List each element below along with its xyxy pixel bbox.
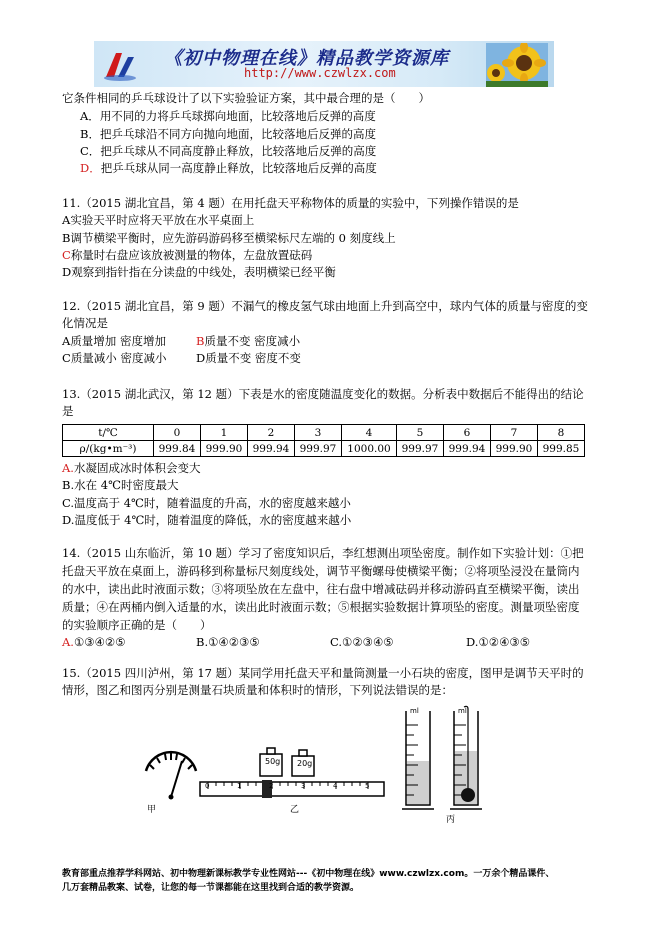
table-cell: 999.97 bbox=[397, 441, 444, 457]
prev-question-stem: 它条件相同的乒乓球设计了以下实验验证方案，其中最合理的是（ ） bbox=[62, 91, 430, 105]
weights-and-rider-scale-figure bbox=[198, 740, 388, 804]
q15-stem-line1: 15.（2015 四川泸州，第 17 题）某同学用托盘天平和量筒测量一小石块的密度，图甲是调节天平时的 bbox=[62, 666, 584, 680]
scale-tick-1: 1 bbox=[237, 782, 242, 790]
q14-stem-line1: 14.（2015 山东临沂，第 10 题）学习了密度知识后，李红想测出项坠密度。制作如下实验计划：①把 bbox=[62, 546, 584, 560]
q12-stem-line1: 12.（2015 湖北宜昌，第 9 题）不漏气的橡皮氢气球由地面上升到高空中，球内气体的质量与密度的变 bbox=[62, 299, 588, 313]
table-cell: 4 bbox=[342, 425, 397, 441]
figure-label-a: 甲 bbox=[147, 805, 157, 815]
q12-stem-line2: 化情况是 bbox=[62, 316, 108, 330]
graduated-cylinders-figure bbox=[398, 705, 498, 817]
q12-option-a: A质量增加 密度增加 bbox=[62, 334, 166, 348]
weight-label-50g: 50g bbox=[265, 757, 281, 766]
table-cell: 1 bbox=[201, 425, 248, 441]
q14-stem-line4: 质量；④在两桶内倒入适量的水，读出此时液面示数；⑤根据实验数据计算项坠的密度。测量项坠密度 bbox=[62, 600, 580, 614]
q14-stem-line5: 的实验顺序正确的是（ ） bbox=[62, 618, 212, 632]
footer-line-1: 教育部重点推荐学科网站、初中物理新课标教学专业性网站---《初中物理在线》www.czwlzx.com。一万余个精品课件、 bbox=[62, 869, 555, 879]
prev-option-c: C．把乒乓球从不同高度静止释放，比较落地后反弹的高度 bbox=[80, 144, 377, 158]
table-cell: 3 bbox=[295, 425, 342, 441]
q11-option-c: C称量时右盘应该放被测量的物体，左盘放置砝码 bbox=[62, 248, 313, 262]
density-table bbox=[62, 424, 585, 457]
scale-tick-2: 2 bbox=[269, 782, 274, 790]
table-row-density bbox=[63, 441, 585, 457]
q12-option-b: B质量不变 密度减小 bbox=[196, 334, 301, 348]
table-cell: 5 bbox=[397, 425, 444, 441]
q14-option-d: D.①②④③⑤ bbox=[466, 635, 531, 649]
table-row-temperature bbox=[63, 425, 585, 441]
scale-tick-0: 0 bbox=[205, 782, 210, 790]
scale-tick-3: 3 bbox=[301, 782, 306, 790]
q12-option-d: D质量不变 密度不变 bbox=[196, 351, 301, 365]
cylinder-unit-label: ml bbox=[410, 707, 419, 715]
prev-option-b: B．把乒乓球沿不同方向抛向地面，比较落地后反弹的高度 bbox=[80, 127, 376, 141]
prev-option-d: D．把乒乓球从同一高度静止释放，比较落地后反弹的高度 bbox=[80, 161, 377, 175]
table-cell: 6 bbox=[444, 425, 491, 441]
header-banner bbox=[94, 41, 554, 87]
banner-url[interactable]: http://www.czwlzx.com bbox=[244, 66, 396, 80]
q11-option-a: A实验天平时应将天平放在水平桌面上 bbox=[62, 213, 255, 227]
q14-stem-line3: 的水中，读出此时液面示数；③将项坠放在左盘中，往右盘中增减砝码并移动游码直至横梁平衡，读出 bbox=[62, 582, 580, 596]
table-cell: 999.94 bbox=[444, 441, 491, 457]
table-cell: 999.84 bbox=[154, 441, 201, 457]
table-header-temperature: t/℃ bbox=[63, 425, 154, 441]
prev-option-a: A．用不同的力将乒乓球掷向地面，比较落地后反弹的高度 bbox=[80, 109, 376, 123]
sunflower-image bbox=[486, 43, 548, 87]
q12-option-c: C质量减小 密度减小 bbox=[62, 351, 167, 365]
q11-option-b: B调节横梁平衡时，应先游码游码移至横梁标尺左端的 0 刻度线上 bbox=[62, 231, 396, 245]
scale-tick-5: 5 bbox=[365, 782, 370, 790]
table-cell: 7 bbox=[491, 425, 538, 441]
table-cell: 999.97 bbox=[295, 441, 342, 457]
q11-option-d: D观察到指针指在分读盘的中线处，表明横梁已经平衡 bbox=[62, 265, 336, 279]
site-logo-icon bbox=[102, 47, 138, 83]
q13-stem-line2: 是 bbox=[62, 404, 74, 418]
table-cell: 999.94 bbox=[248, 441, 295, 457]
banner-title: 《初中物理在线》精品教学资源库 bbox=[164, 48, 449, 69]
figure-label-c: 丙 bbox=[446, 815, 456, 825]
weight-label-20g: 20g bbox=[297, 759, 313, 768]
q13-stem-line1: 13.（2015 湖北武汉，第 12 题）下表是水的密度随温度变化的数据。分析表中数据后不能得出的结论 bbox=[62, 387, 584, 401]
q13-option-b: B.水在 4℃时密度最大 bbox=[62, 478, 179, 492]
table-cell: 8 bbox=[538, 425, 585, 441]
figure-label-b: 乙 bbox=[290, 805, 300, 815]
table-cell: 0 bbox=[154, 425, 201, 441]
table-cell: 999.85 bbox=[538, 441, 585, 457]
q14-option-a: A.①③④②⑤ bbox=[62, 635, 126, 649]
q11-stem: 11.（2015 湖北宜昌，第 4 题）在用托盘天平称物体的质量的实验中，下列操作错误的是 bbox=[62, 196, 519, 210]
footer-line-2: 几万套精品教案、试卷，让您的每一节课都能在这里找到合适的教学资源。 bbox=[62, 883, 360, 893]
q13-option-d: D.温度低于 4℃时，随着温度的降低，水的密度越来越小 bbox=[62, 513, 352, 527]
q14-stem-line2: 托盘天平放在桌面上，游码移到称量标尺刻度线处，调节平衡螺母使横梁平衡；②将项坠浸没在量筒内 bbox=[62, 564, 580, 578]
balance-pointer-dial-figure bbox=[140, 745, 202, 803]
q15-stem-line2: 情形，图乙和图丙分别是测量石块质量和体积时的情形，下列说法错误的是： bbox=[62, 683, 453, 697]
table-cell: 999.90 bbox=[201, 441, 248, 457]
scale-tick-4: 4 bbox=[333, 782, 338, 790]
table-cell: 2 bbox=[248, 425, 295, 441]
table-cell: 999.90 bbox=[491, 441, 538, 457]
q14-option-c: C.①②③④⑤ bbox=[330, 635, 394, 649]
q13-option-a: A.水凝固成冰时体积会变大 bbox=[62, 461, 201, 475]
q13-option-c: C.温度高于 4℃时，随着温度的升高，水的密度越来越小 bbox=[62, 496, 351, 510]
table-header-density: ρ/(kg•m⁻³) bbox=[63, 441, 154, 457]
table-cell: 1000.00 bbox=[342, 441, 397, 457]
q14-option-b: B.①④②③⑤ bbox=[196, 635, 260, 649]
cylinder-unit-label: ml bbox=[458, 707, 467, 715]
